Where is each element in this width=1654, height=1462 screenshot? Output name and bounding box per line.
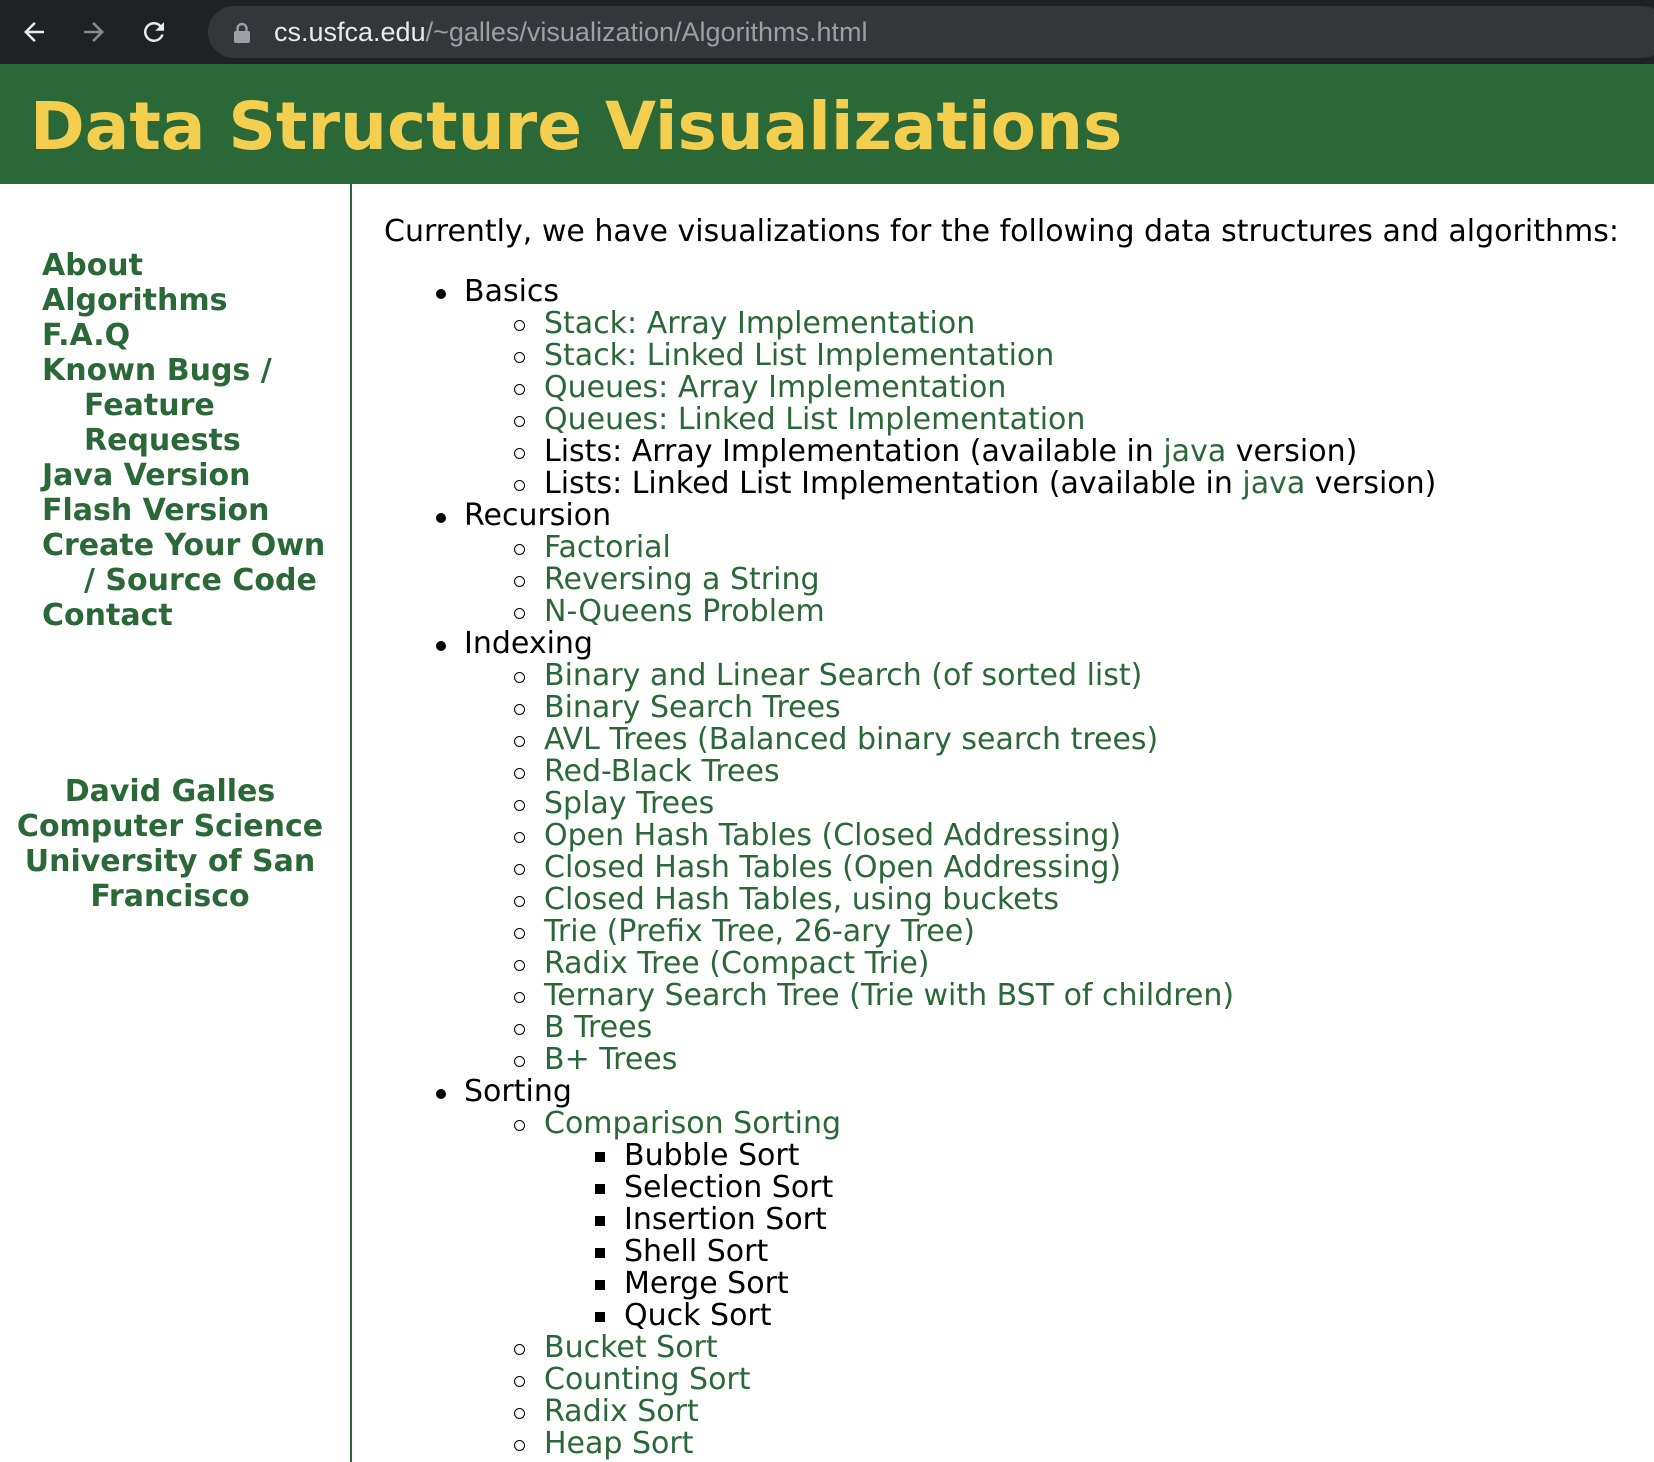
link-ternary-search-tree[interactable]: Ternary Search Tree (Trie with BST of children) — [544, 978, 1235, 1013]
sidebar — [0, 184, 352, 1462]
version-suffix: version) — [1226, 434, 1358, 469]
nav-link-faq[interactable]: F.A.Q — [42, 318, 131, 353]
link-java-lists-array[interactable]: java — [1163, 434, 1227, 469]
link-n-queens[interactable]: N-Queens Problem — [544, 594, 825, 629]
author-department: Computer Science — [16, 809, 324, 844]
forward-arrow-icon[interactable] — [72, 10, 116, 54]
category-sorting — [464, 1076, 1644, 1460]
link-stack-linked-list[interactable]: Stack: Linked List Implementation — [544, 338, 1055, 373]
link-reversing-string[interactable]: Reversing a String — [544, 562, 820, 597]
address-bar[interactable] — [208, 6, 1654, 58]
list-item-lists-linked — [544, 468, 1644, 500]
lists-linked-text: Lists: Linked List Implementation (available in — [544, 466, 1243, 501]
url-text[interactable] — [274, 16, 868, 48]
comparison-sort-list — [544, 1140, 1644, 1332]
nav-link-algorithms[interactable]: Algorithms — [42, 283, 228, 318]
author-name: David Galles — [64, 774, 276, 809]
reload-icon[interactable] — [132, 10, 176, 54]
author-info — [10, 774, 330, 914]
nav-link-known-bugs[interactable]: Known Bugs / Feature Requests — [42, 353, 272, 458]
browser-toolbar — [0, 0, 1654, 64]
category-label: Indexing — [464, 628, 1644, 660]
page-header — [0, 64, 1654, 184]
link-avl-trees[interactable]: AVL Trees (Balanced binary search trees) — [544, 722, 1159, 757]
sorting-list — [464, 1108, 1644, 1460]
nav-link-java-version[interactable]: Java Version — [42, 458, 251, 493]
link-open-hash-tables[interactable]: Open Hash Tables (Closed Addressing) — [544, 818, 1122, 853]
category-basics — [464, 276, 1644, 500]
link-trie[interactable]: Trie (Prefix Tree, 26-ary Tree) — [544, 914, 975, 949]
list-item-bubble-sort: Bubble Sort — [624, 1140, 1644, 1172]
version-suffix: version) — [1305, 466, 1437, 501]
lock-icon[interactable] — [232, 22, 252, 42]
category-label: Recursion — [464, 500, 1644, 532]
list-item-merge-sort: Merge Sort — [624, 1268, 1644, 1300]
link-b-plus-trees[interactable]: B+ Trees — [544, 1042, 678, 1077]
link-closed-hash-tables[interactable]: Closed Hash Tables (Open Addressing) — [544, 850, 1122, 885]
link-binary-search-trees[interactable]: Binary Search Trees — [544, 690, 841, 725]
link-radix-sort[interactable]: Radix Sort — [544, 1394, 699, 1429]
intro-text: Currently, we have visualizations for the following data structures and algorithms: — [384, 214, 1619, 249]
category-list — [384, 276, 1644, 1460]
link-factorial[interactable]: Factorial — [544, 530, 671, 565]
nav-link-create-your-own[interactable]: Create Your Own / Source Code — [42, 528, 326, 598]
list-item-shell-sort: Shell Sort — [624, 1236, 1644, 1268]
main-content — [384, 184, 1644, 1462]
link-java-lists-linked[interactable]: java — [1242, 466, 1306, 501]
nav-link-contact[interactable]: Contact — [42, 598, 173, 633]
link-queues-linked-list[interactable]: Queues: Linked List Implementation — [544, 402, 1086, 437]
link-binary-linear-search[interactable]: Binary and Linear Search (of sorted list) — [544, 658, 1143, 693]
page-title: Data Structure Visualizations — [30, 88, 1123, 165]
list-item-selection-sort: Selection Sort — [624, 1172, 1644, 1204]
link-counting-sort[interactable]: Counting Sort — [544, 1362, 751, 1397]
url-path: /~galles/visualization/Algorithms.html — [425, 17, 868, 47]
list-item-insertion-sort: Insertion Sort — [624, 1204, 1644, 1236]
recursion-list — [464, 532, 1644, 628]
author-university: University of San Francisco — [24, 844, 316, 914]
list-item-quick-sort: Quck Sort — [624, 1300, 1644, 1332]
link-red-black-trees[interactable]: Red-Black Trees — [544, 754, 780, 789]
list-item-lists-array — [544, 436, 1644, 468]
link-b-trees[interactable]: B Trees — [544, 1010, 653, 1045]
link-queues-array[interactable]: Queues: Array Implementation — [544, 370, 1007, 405]
category-recursion — [464, 500, 1644, 628]
back-arrow-icon[interactable] — [12, 10, 56, 54]
link-closed-hash-buckets[interactable]: Closed Hash Tables, using buckets — [544, 882, 1059, 917]
link-stack-array[interactable]: Stack: Array Implementation — [544, 306, 976, 341]
indexing-list — [464, 660, 1644, 1076]
sidebar-nav — [42, 248, 332, 633]
link-radix-tree[interactable]: Radix Tree (Compact Trie) — [544, 946, 930, 981]
category-label: Sorting — [464, 1076, 1644, 1108]
link-heap-sort[interactable]: Heap Sort — [544, 1426, 694, 1461]
url-host: cs.usfca.edu — [274, 17, 426, 47]
lists-array-text: Lists: Array Implementation (available in — [544, 434, 1164, 469]
category-indexing — [464, 628, 1644, 1076]
nav-link-flash-version[interactable]: Flash Version — [42, 493, 270, 528]
nav-link-about[interactable]: About — [42, 248, 144, 283]
link-bucket-sort[interactable]: Bucket Sort — [544, 1330, 718, 1365]
link-comparison-sorting[interactable]: Comparison Sorting — [544, 1106, 842, 1141]
category-label: Basics — [464, 276, 1644, 308]
link-splay-trees[interactable]: Splay Trees — [544, 786, 715, 821]
basics-list — [464, 308, 1644, 500]
